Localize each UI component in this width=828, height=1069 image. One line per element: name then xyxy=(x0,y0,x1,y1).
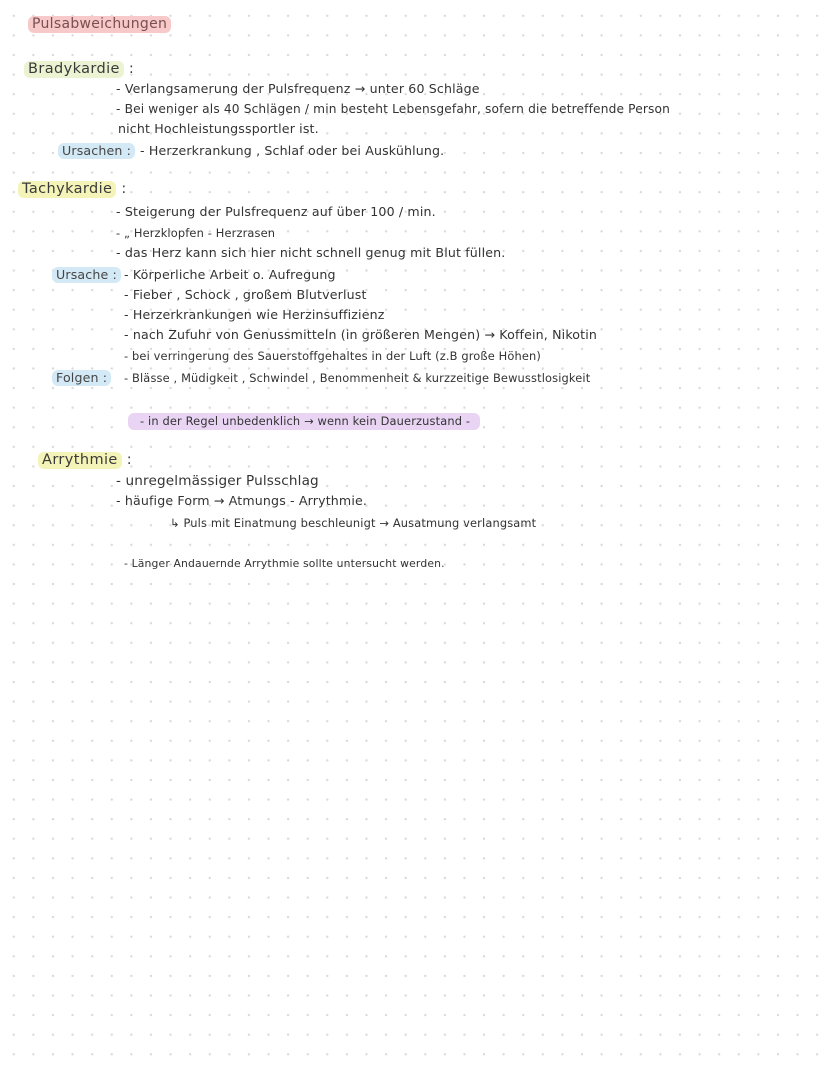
tachykardie-colon: : xyxy=(121,181,127,197)
tachykardie-line-3: - das Herz kann sich hier nicht schnell genug mit Blut füllen. xyxy=(116,245,506,260)
arrythmie-colon: : xyxy=(126,452,133,468)
arrythmie-heading-text: Arrythmie xyxy=(38,452,122,469)
tachykardie-ursache-line-5: - bei verringerung des Sauerstoffgehaltes in der Luft (z.B große Höhen) xyxy=(124,349,541,363)
section-heading-tachykardie xyxy=(18,181,127,197)
tachykardie-note xyxy=(128,413,480,429)
section-heading-arrythmie xyxy=(38,452,132,468)
tachykardie-line-1: - Steigerung der Pulsfrequenz auf über 100 / min. xyxy=(116,204,436,219)
arrythmie-line-1: - unregelmässiger Pulsschlag xyxy=(116,473,319,489)
bradykardie-ursachen-label: Ursachen : xyxy=(58,143,135,159)
tachykardie-heading-text: Tachykardie xyxy=(18,181,116,198)
arrythmie-line-2: - häufige Form → Atmungs - Arrythmie. xyxy=(116,493,368,508)
bradykardie-line-1: - Verlangsamerung der Pulsfrequenz → unter 60 Schläge xyxy=(116,81,480,96)
page-title xyxy=(28,16,171,32)
arrythmie-line-4: - Länger Andauernde Arrythmie sollte untersucht werden. xyxy=(124,557,445,570)
tachykardie-note-highlight: - in der Regel unbedenklich → wenn kein Dauerzustand - xyxy=(128,413,480,430)
bradykardie-heading-text: Bradykardie xyxy=(24,61,124,78)
tachykardie-ursache-line-4: - nach Zufuhr von Genussmitteln (in größeren Mengen) → Koffein, Nikotin xyxy=(124,327,598,342)
bradykardie-line-2: - Bei weniger als 40 Schlägen / min besteht Lebensgefahr, sofern die betreffende Person xyxy=(116,102,670,116)
section-heading-bradykardie xyxy=(24,61,134,77)
tachykardie-ursache-label: Ursache : xyxy=(52,267,121,283)
bradykardie-ursachen-text: - Herzerkrankung , Schlaf oder bei Auskühlung. xyxy=(140,143,445,158)
bradykardie-colon: : xyxy=(128,61,135,77)
tachykardie-folgen-text: - Blässe , Müdigkeit , Schwindel , Benommenheit & kurzzeitige Bewusstlosigkeit xyxy=(124,371,591,385)
tachykardie-folgen-label: Folgen : xyxy=(52,370,111,386)
tachykardie-line-2: - „ Herzklopfen - Herzrasen xyxy=(116,226,276,240)
arrythmie-line-3: ↳ Puls mit Einatmung beschleunigt → Ausatmung verlangsamt xyxy=(170,516,537,530)
tachykardie-ursache-line-3: - Herzerkrankungen wie Herzinsuffizienz xyxy=(124,307,385,322)
tachykardie-ursache-line-2: - Fieber , Schock , großem Blutverlust xyxy=(124,287,367,302)
bradykardie-line-3: nicht Hochleistungssportler ist. xyxy=(118,121,319,136)
tachykardie-ursache-line-1: - Körperliche Arbeit o. Aufregung xyxy=(124,267,336,282)
title-highlight: Pulsabweichungen xyxy=(28,16,171,33)
